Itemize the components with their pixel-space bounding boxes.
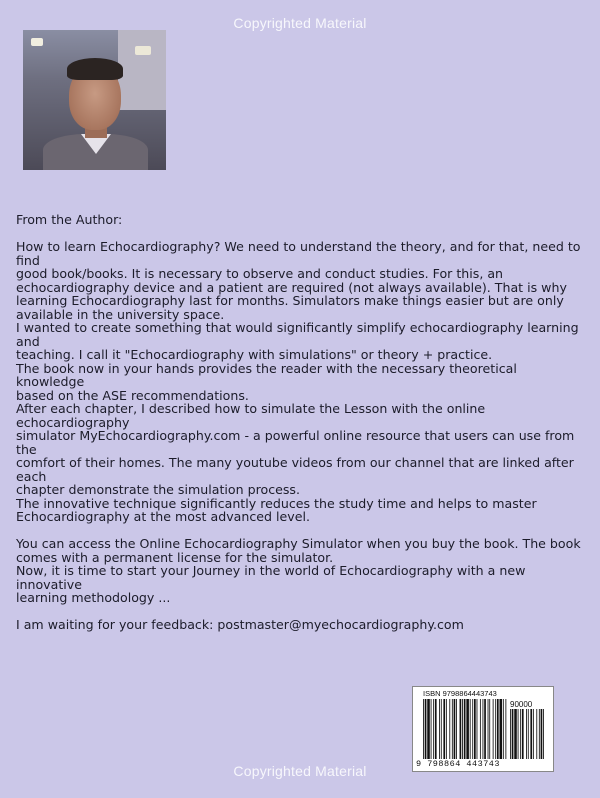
note-paragraph-access	[16, 537, 588, 605]
copyright-watermark-bottom: Copyrighted Material	[233, 763, 367, 779]
note-line: Now, it is time to start your Journey in the world of Echocardiography with a new innovative	[16, 563, 526, 592]
isbn-barcode	[412, 686, 554, 772]
note-paragraph-main	[16, 240, 588, 524]
note-line: Echocardiography at the most advanced level.	[16, 509, 310, 524]
note-line: available in the university space.	[16, 306, 225, 322]
note-line: based on the ASE recommendations.	[16, 387, 249, 403]
isbn-label: ISBN 9798864443743	[423, 689, 497, 698]
note-line: The book now in your hands provides the reader with the necessary theoretical knowledge	[16, 360, 517, 389]
note-line: teaching. I call it "Echocardiography with simulations" or theory + practice.	[16, 347, 493, 362]
note-line: The innovative technique significantly reduces the study time and helps to master	[16, 495, 537, 511]
price-code: 90000	[510, 700, 533, 709]
isbn-digits: 9 798864 443743	[416, 759, 501, 769]
note-line: I wanted to create something that would significantly simplify echocardiography learning and	[16, 320, 579, 349]
note-line: chapter demonstrate the simulation process.	[16, 482, 300, 497]
note-line: learning methodology ...	[16, 590, 171, 605]
note-line: echocardiography device and a patient are required (not always available). That is why	[16, 279, 567, 295]
note-line: learning Echocardiography last for months. Simulators make things easier but are only	[16, 293, 564, 308]
note-line: How to learn Echocardiography? We need to understand the theory, and for that, need to find	[16, 239, 581, 268]
author-photo	[23, 30, 166, 170]
copyright-watermark-top: Copyrighted Material	[233, 15, 367, 31]
note-heading: From the Author:	[16, 212, 123, 227]
note-line: good book/books. It is necessary to observe and conduct studies. For this, an	[16, 266, 504, 281]
author-note	[16, 213, 588, 632]
note-line: simulator MyEchocardiography.com - a powerful online resource that users can use from the	[16, 428, 575, 457]
note-line: You can access the Online Echocardiography Simulator when you buy the book. The book	[16, 536, 581, 551]
feedback-line: I am waiting for your feedback: postmaster@myechocardiography.com	[16, 617, 464, 632]
note-line: comes with a permanent license for the simulator.	[16, 549, 334, 565]
barcode-main-bars	[423, 699, 507, 759]
barcode-addon-bars	[510, 709, 546, 759]
note-line: comfort of their homes. The many youtube videos from our channel that are linked after each	[16, 455, 574, 484]
note-line: After each chapter, I described how to simulate the Lesson with the online echocardiography	[16, 401, 486, 430]
